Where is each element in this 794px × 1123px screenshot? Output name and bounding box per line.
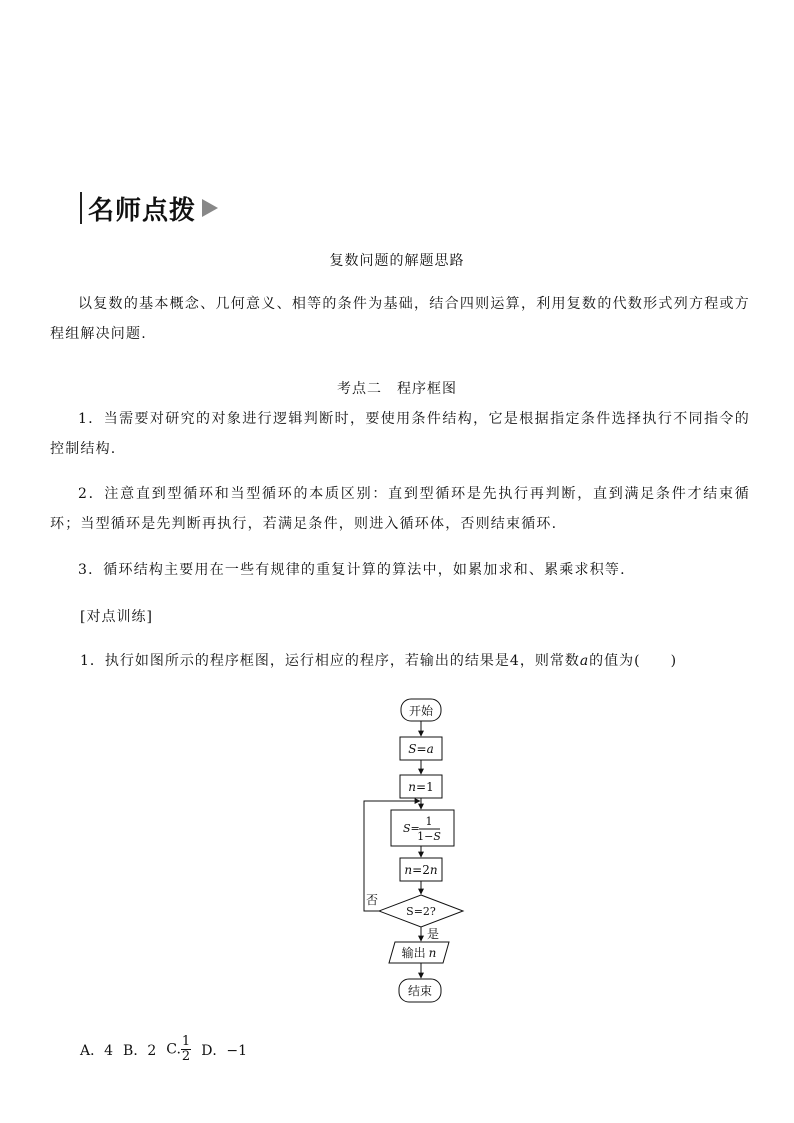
init-s-val: a xyxy=(426,742,434,756)
init-n-var: n xyxy=(408,780,417,794)
update-n-label xyxy=(404,863,437,877)
option-b: B．2 xyxy=(123,1042,157,1059)
update-s-var: S xyxy=(403,822,411,835)
update-s-eq: = xyxy=(410,822,420,835)
end-label: 结束 xyxy=(407,984,433,998)
fraction-den-var: S xyxy=(433,830,441,843)
question-prefix: 1．执行如图所示的程序框图，运行相应的程序，若输出的结果是4，则常数 xyxy=(80,653,580,669)
fraction-denominator xyxy=(417,830,441,843)
update-n-var: n xyxy=(404,863,413,877)
section2-title: 考点二 程序框图 xyxy=(337,381,457,397)
init-s-label xyxy=(408,742,433,756)
output-var: n xyxy=(428,946,437,960)
init-s-var: S xyxy=(408,742,417,756)
init-n-label xyxy=(408,780,433,794)
practice-label: [对点训练] xyxy=(80,609,153,625)
update-n-var2: n xyxy=(429,863,438,877)
section1-paragraph: 以复数的基本概念、几何意义、相等的条件为基础，结合四则运算，利用复数的代数形式列方程或方程组解决问题. xyxy=(50,296,750,342)
point-1: 1．当需要对研究的对象进行逻辑判断时，要使用条件结构，它是根据指定条件选择执行不同指令的控制结构. xyxy=(50,411,750,457)
question-var: a xyxy=(579,653,590,669)
output-label xyxy=(402,945,437,960)
point-2: 2．注意直到型循环和当型循环的本质区别：直到型循环是先执行再判断，直到满足条件才结束循环；当型循环是先判断再执行，若满足条件，则进入循环体，否则结束循环. xyxy=(50,486,750,532)
section1-title: 复数问题的解题思路 xyxy=(329,253,465,269)
option-c-den: 2 xyxy=(181,1049,191,1064)
output-text: 输出 xyxy=(401,946,426,960)
yes-label: 是 xyxy=(427,927,440,941)
init-n-val: =1 xyxy=(416,780,434,794)
no-label: 否 xyxy=(366,893,379,907)
option-c-fraction xyxy=(181,1035,191,1064)
option-a: A．4 xyxy=(80,1042,114,1059)
fraction-numerator: 1 xyxy=(425,815,433,828)
fraction-den-prefix: 1− xyxy=(417,830,434,843)
question-suffix: 的值为( ) xyxy=(589,653,678,669)
update-n-expr: =2 xyxy=(412,863,430,877)
start-label: 开始 xyxy=(408,704,434,718)
option-d: D．−1 xyxy=(201,1042,248,1059)
condition-label: S=2? xyxy=(406,905,436,918)
point-3: 3．循环结构主要用在一些有规律的重复计算的算法中，如累加求和、累乘求积等. xyxy=(78,562,626,578)
answer-options xyxy=(80,1035,247,1064)
option-c xyxy=(166,1035,191,1064)
header-title: 名师点拨 xyxy=(88,195,197,226)
option-c-prefix: C. xyxy=(166,1041,181,1058)
option-c-num: 1 xyxy=(181,1034,191,1049)
init-s-eq: = xyxy=(416,742,427,756)
